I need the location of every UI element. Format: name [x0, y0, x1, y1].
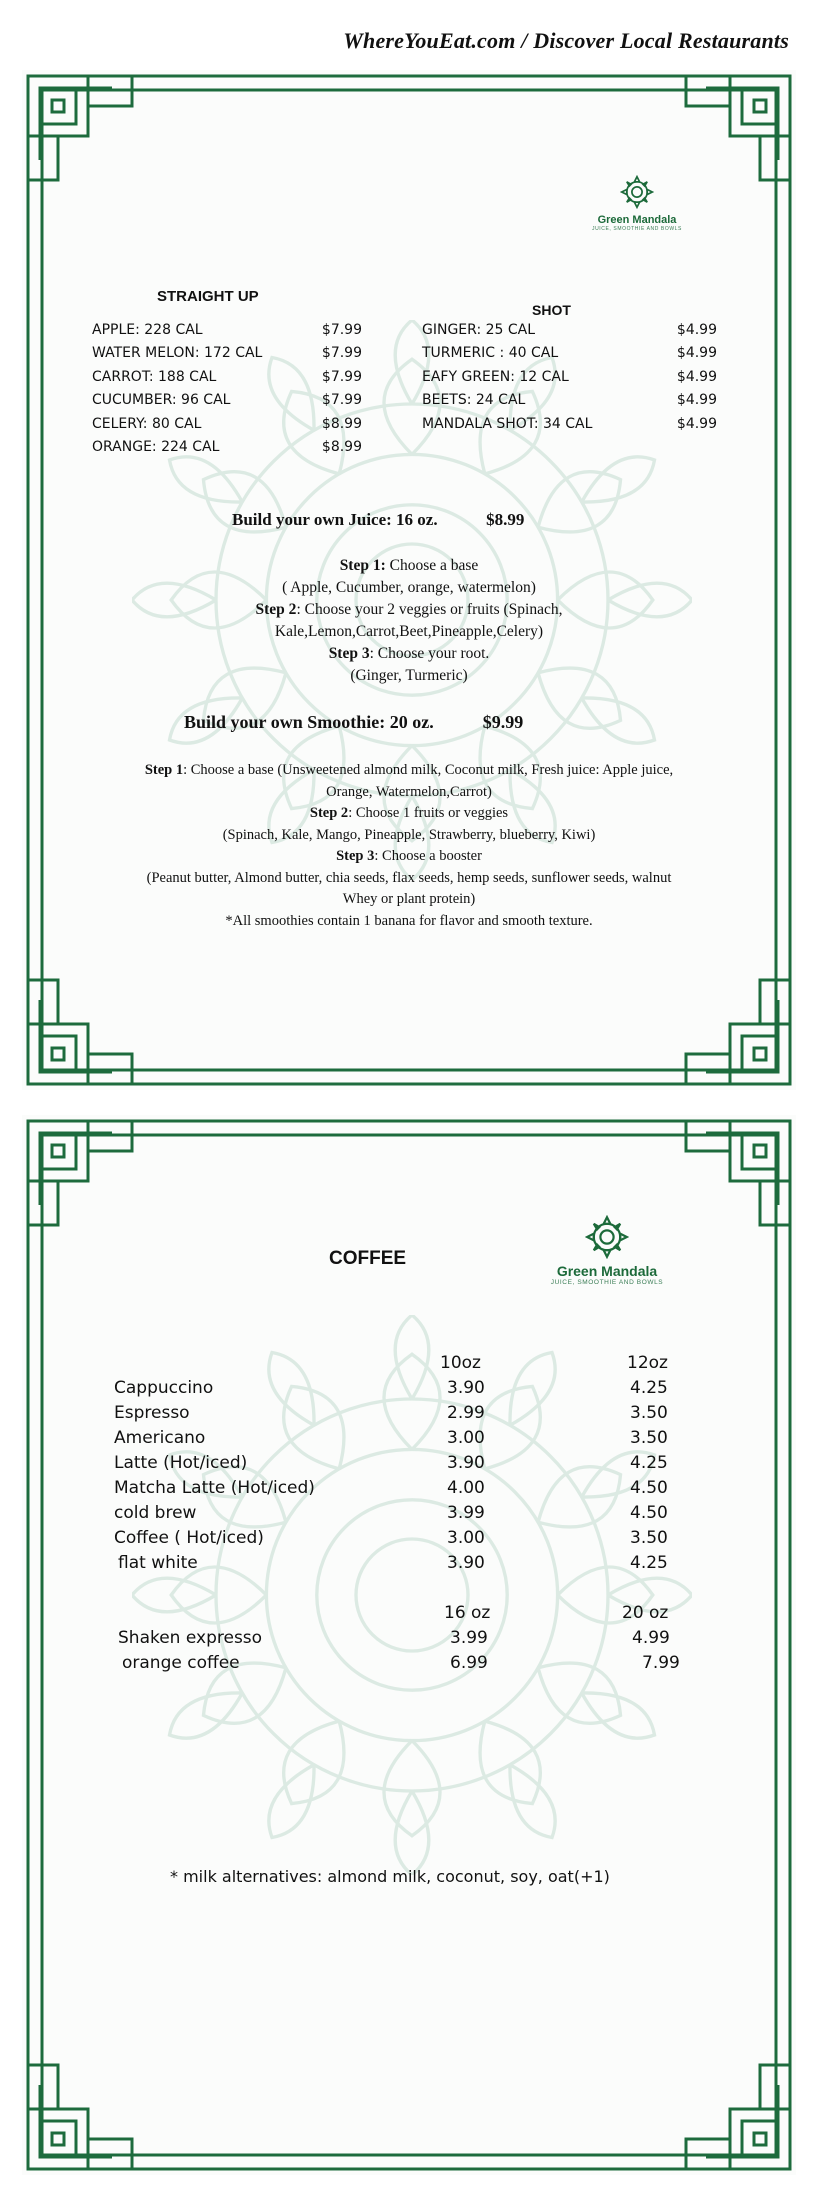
item-name: Latte (Hot/iced)	[114, 1453, 248, 1473]
item-name: WATER MELON: 172 CAL	[92, 345, 263, 362]
step-text: : Choose your root.	[369, 645, 490, 662]
build-juice-size: Build your own Juice: 16 oz.	[232, 510, 438, 529]
item-name: TURMERIC : 40 CAL	[422, 345, 559, 362]
list-item	[92, 365, 362, 389]
straight-up-list	[92, 318, 362, 459]
item-name: Americano	[114, 1428, 206, 1448]
step-detail: ( Apple, Cucumber, orange, watermelon)	[282, 579, 536, 596]
list-item	[422, 342, 717, 366]
smoothie-note: *All smoothies contain 1 banana for flavor and smooth texture.	[225, 912, 593, 929]
table-row	[22, 1553, 796, 1579]
size-label: 16 oz	[444, 1603, 491, 1623]
item-name: ORANGE: 224 CAL	[92, 439, 220, 456]
list-item	[92, 389, 362, 413]
item-price: 3.50	[630, 1403, 668, 1423]
build-smoothie-price: $9.99	[482, 712, 524, 732]
item-price: 7.99	[642, 1653, 680, 1673]
build-smoothie-size: Build your own Smoothie: 20 oz.	[184, 712, 434, 732]
item-name: Espresso	[114, 1403, 190, 1423]
item-price: $8.99	[321, 415, 362, 432]
item-name: flat white	[118, 1553, 198, 1573]
item-price: 3.90	[447, 1553, 485, 1573]
item-name: BEETS: 24 CAL	[422, 392, 526, 409]
item-name: orange coffee	[122, 1653, 240, 1673]
shot-heading: SHOT	[532, 302, 571, 318]
size-label: 12oz	[627, 1353, 668, 1373]
item-name: cold brew	[114, 1503, 197, 1523]
item-price: 4.25	[630, 1553, 668, 1573]
list-item	[422, 318, 717, 342]
step-detail: Orange, Watermelon,Carrot)	[326, 783, 492, 800]
item-name: EAFY GREEN: 12 CAL	[422, 368, 569, 385]
item-price: 3.00	[447, 1428, 485, 1448]
step-label: Step 3	[336, 848, 375, 864]
item-price: 4.99	[632, 1628, 670, 1648]
item-name: CARROT: 188 CAL	[92, 368, 217, 385]
table-row	[22, 1403, 796, 1429]
item-price: 4.25	[630, 1378, 668, 1398]
table-row	[22, 1453, 796, 1479]
item-price: $4.99	[676, 321, 717, 338]
brand-tagline: JUICE, SMOOTHIE AND BOWLS	[550, 1279, 664, 1286]
item-price: $4.99	[676, 415, 717, 432]
list-item	[92, 318, 362, 342]
item-price: $4.99	[676, 345, 717, 362]
list-item	[92, 412, 362, 436]
item-price: 4.00	[447, 1478, 485, 1498]
brand-logo	[532, 1215, 682, 1286]
item-name: APPLE: 228 CAL	[92, 321, 203, 338]
item-price: $4.99	[676, 392, 717, 409]
size-header-row	[22, 1603, 796, 1629]
coffee-menu-card	[22, 1115, 796, 2175]
item-price: 4.50	[630, 1478, 668, 1498]
item-price: 3.00	[447, 1528, 485, 1548]
build-juice-steps	[122, 555, 696, 687]
brand-tagline: JUICE, SMOOTHIE AND BOWLS	[591, 226, 682, 232]
table-row	[22, 1428, 796, 1454]
item-price: $7.99	[321, 321, 362, 338]
step-text: Choose a base	[389, 557, 479, 574]
item-name: MANDALA SHOT: 34 CAL	[422, 415, 593, 432]
item-price: 3.50	[630, 1428, 668, 1448]
step-label: Step 2	[255, 601, 297, 618]
item-name: CUCUMBER: 96 CAL	[92, 392, 231, 409]
item-price: 3.90	[447, 1453, 485, 1473]
item-price: 3.90	[447, 1378, 485, 1398]
item-price: $7.99	[321, 368, 362, 385]
mandala-logo-icon	[620, 175, 654, 209]
straight-up-heading: STRAIGHT UP	[157, 288, 259, 305]
build-juice-title	[232, 510, 524, 530]
list-item	[422, 412, 717, 436]
brand-name: Green Mandala	[556, 1263, 658, 1279]
brand-logo	[577, 175, 697, 232]
item-price: 2.99	[447, 1403, 485, 1423]
size-label: 10oz	[440, 1353, 481, 1373]
item-name: Cappuccino	[114, 1378, 214, 1398]
item-price: 4.50	[630, 1503, 668, 1523]
table-row	[22, 1378, 796, 1404]
list-item	[92, 342, 362, 366]
step-label: Step 2	[309, 805, 349, 821]
item-price: 6.99	[450, 1653, 488, 1673]
table-row	[22, 1478, 796, 1504]
item-price: 4.25	[630, 1453, 668, 1473]
item-name: Matcha Latte (Hot/iced)	[114, 1478, 315, 1498]
milk-alternatives-note: * milk alternatives: almond milk, coconut, soy, oat(+1)	[170, 1867, 610, 1886]
item-price: $8.99	[321, 439, 362, 456]
item-price: $7.99	[321, 392, 362, 409]
list-item	[422, 365, 717, 389]
build-smoothie-title	[184, 712, 523, 733]
item-price: 3.99	[450, 1628, 488, 1648]
list-item	[92, 436, 362, 460]
table-row	[22, 1528, 796, 1554]
item-name: Shaken expresso	[118, 1628, 263, 1648]
table-row	[22, 1628, 796, 1654]
step-detail: (Ginger, Turmeric)	[350, 667, 468, 684]
item-name: CELERY: 80 CAL	[92, 415, 202, 432]
size-header-row	[22, 1353, 796, 1379]
item-price: 3.50	[630, 1528, 668, 1548]
step-detail: Whey or plant protein)	[342, 891, 476, 907]
step-detail: (Peanut butter, Almond butter, chia seeds, flax seeds, hemp seeds, sunflower seeds, walnut	[146, 869, 672, 886]
step-label: Step 1:	[339, 557, 386, 574]
juice-menu-card	[22, 70, 796, 1090]
step-text: : Choose a base (Unsweetened almond milk, Coconut milk, Fresh juice: Apple juice,	[183, 762, 674, 778]
coffee-heading: COFFEE	[329, 1248, 407, 1269]
step-label: Step 1	[144, 762, 184, 778]
item-name: GINGER: 25 CAL	[422, 321, 536, 338]
step-text: : Choose a booster	[374, 848, 482, 864]
site-title: WhereYouEat.com / Discover Local Restaurants	[343, 28, 789, 53]
item-price: $4.99	[676, 368, 717, 385]
item-name: Coffee ( Hot/iced)	[114, 1528, 264, 1548]
step-text: : Choose 1 fruits or veggies	[348, 805, 509, 821]
step-detail: Kale,Lemon,Carrot,Beet,Pineapple,Celery)	[274, 623, 544, 640]
table-row	[22, 1503, 796, 1529]
item-price: 3.99	[447, 1503, 485, 1523]
item-price: $7.99	[321, 345, 362, 362]
mandala-logo-icon	[585, 1215, 629, 1259]
step-label: Step 3	[328, 645, 370, 662]
list-item	[422, 389, 717, 413]
size-label: 20 oz	[622, 1603, 669, 1623]
shot-list	[422, 318, 717, 436]
table-row	[22, 1653, 796, 1679]
step-text: : Choose your 2 veggies or fruits (Spinach,	[296, 601, 563, 618]
build-juice-price: $8.99	[486, 510, 525, 529]
brand-name: Green Mandala	[597, 214, 677, 226]
build-smoothie-steps	[36, 760, 782, 932]
step-detail: (Spinach, Kale, Mango, Pineapple, Strawberry, blueberry, Kiwi)	[222, 826, 596, 843]
